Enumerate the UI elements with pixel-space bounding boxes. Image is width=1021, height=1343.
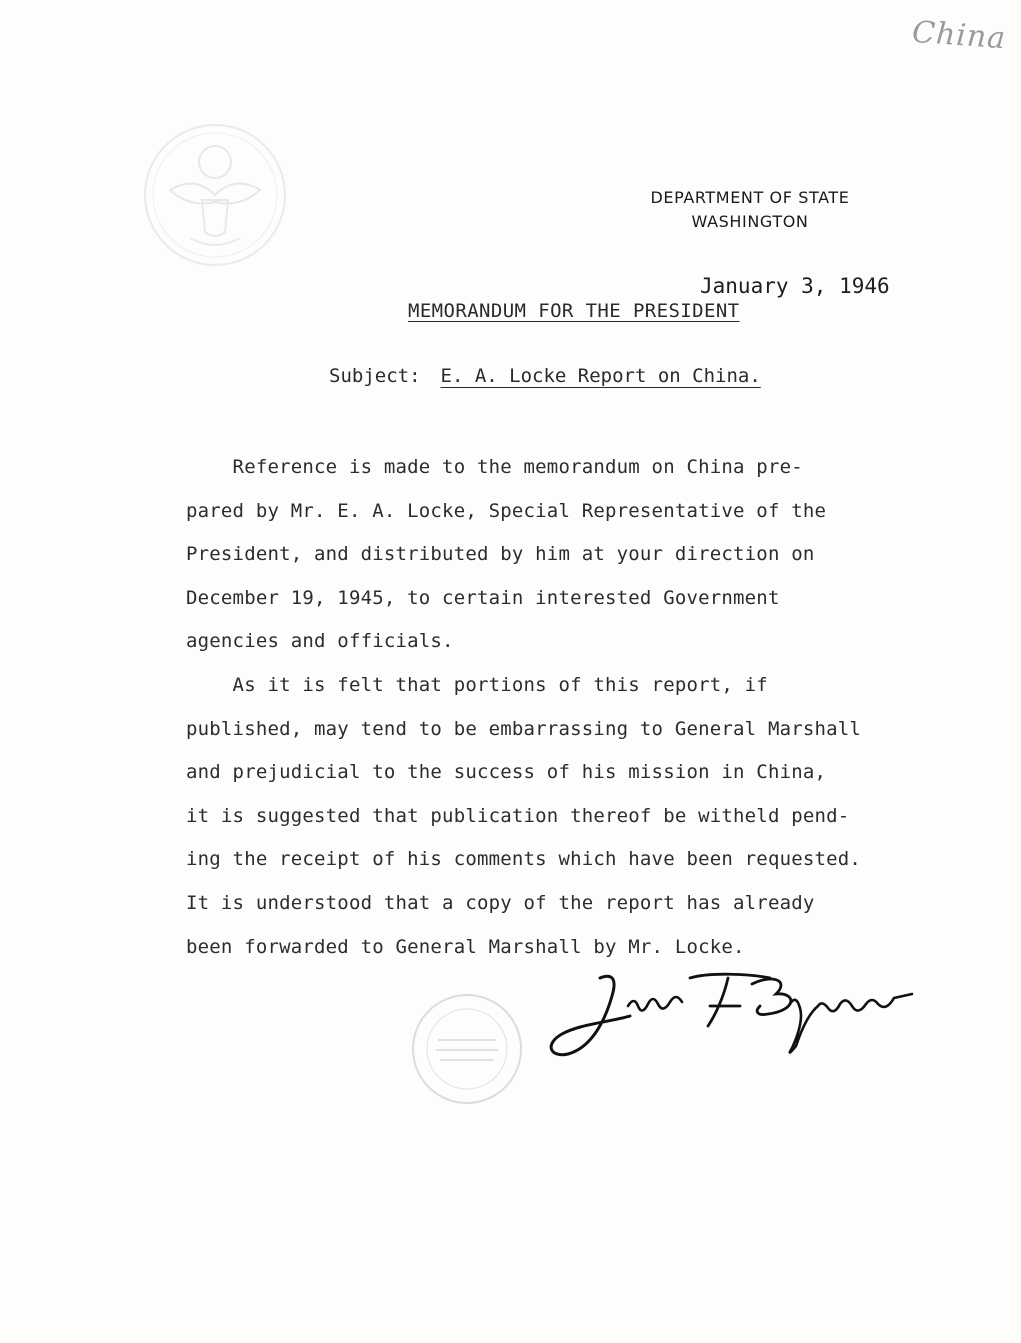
subject-line	[329, 365, 761, 387]
letterhead-city: WASHINGTON	[691, 212, 809, 231]
body-line: been forwarded to General Marshall by Mr. Locke.	[186, 935, 745, 958]
body-line: President, and distributed by him at your direction on	[186, 543, 815, 566]
letterhead-department: DEPARTMENT OF STATE	[650, 188, 850, 207]
signature-icon	[540, 966, 940, 1066]
memo-body	[186, 446, 946, 969]
memo-date: January 3, 1946	[700, 274, 890, 298]
body-line: As it is felt that portions of this report, if	[186, 673, 768, 696]
body-line: Reference is made to the memorandum on China pre-	[186, 456, 803, 478]
body-line: it is suggested that publication thereof be witheld pend-	[186, 804, 850, 827]
subject-label: Subject:	[329, 365, 421, 387]
letterhead	[560, 186, 940, 234]
body-line: pared by Mr. E. A. Locke, Special Representative of the	[186, 499, 827, 522]
memo-title: MEMORANDUM FOR THE PRESIDENT	[408, 300, 740, 322]
body-line: agencies and officials.	[186, 630, 454, 653]
handwritten-annotation: China	[910, 14, 1008, 57]
body-line: and prejudicial to the success of his mission in China,	[186, 761, 827, 784]
archive-stamp-icon	[408, 990, 526, 1108]
body-line: It is understood that a copy of the report has already	[186, 891, 815, 914]
subject-value: E. A. Locke Report on China.	[440, 365, 761, 387]
body-line: December 19, 1945, to certain interested Government	[186, 586, 780, 609]
body-line: published, may tend to be embarrassing to General Marshall	[186, 717, 862, 740]
embossed-seal-icon	[140, 120, 290, 270]
body-line: ing the receipt of his comments which have been requested.	[186, 848, 862, 871]
